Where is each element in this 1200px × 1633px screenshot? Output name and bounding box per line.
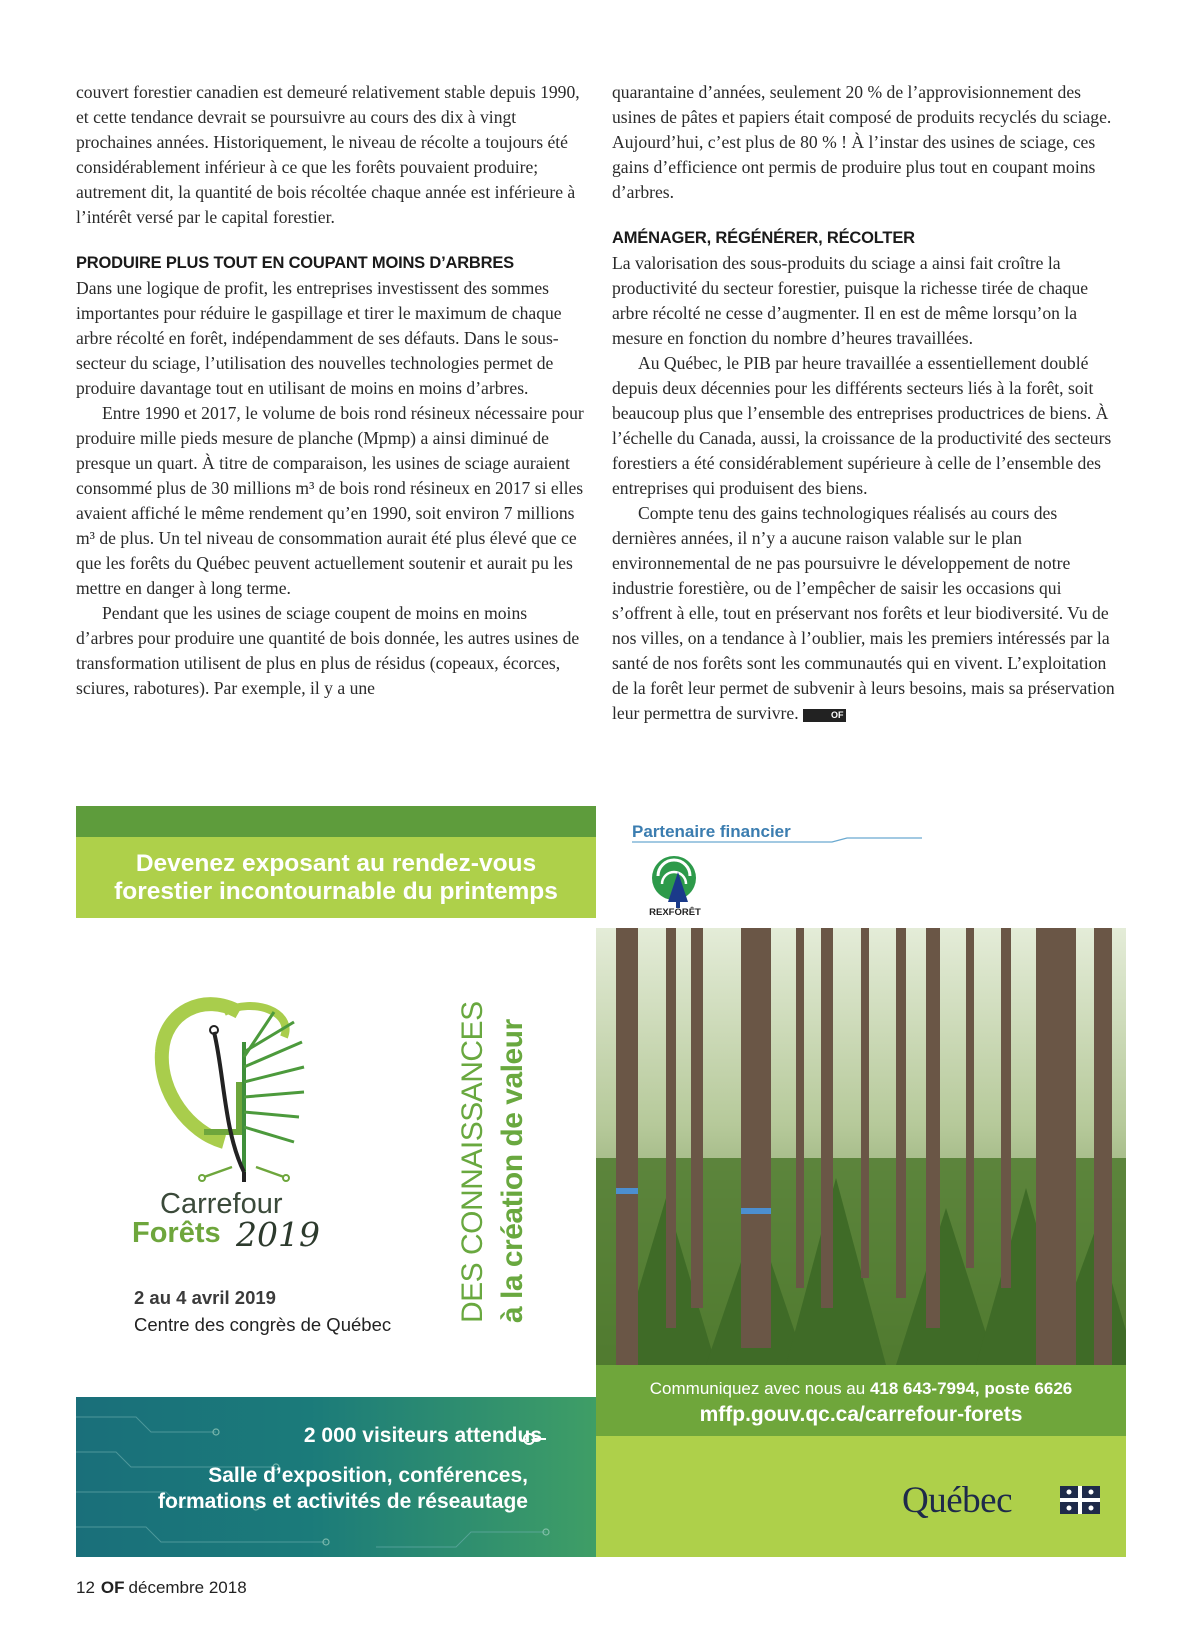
slogan-line: DES CONNAISSANCES xyxy=(456,1001,489,1323)
end-mark-icon: OF xyxy=(803,709,846,722)
ad-top-bar xyxy=(76,806,596,837)
paragraph: La valorisation des sous-produits du sciage a ainsi fait croître la productivité du secteur forestier, puisque la richesse tirée de chaque arbre récolté ne cesse d’augmenter. Il en est de même lorsqu’on la mesure en fonction du nombre d’heures travaillées. xyxy=(612,253,1089,348)
paragraph: quarantaine d’années, seulement 20 % de l’approvisionnement des usines de pâtes et papiers était composé de produits recyclés du sciage. Aujourd’hui, c’est plus de 80 % ! À l’instar des usines de sciage, ces gains d’efficience ont permis de produire plus tout en coupant moins d’arbres. xyxy=(612,82,1112,202)
government-band xyxy=(596,1436,1126,1557)
issue-date: décembre 2018 xyxy=(128,1578,247,1597)
logo-year: 2019 xyxy=(236,1215,320,1254)
activities-line: formations et activités de réseautage xyxy=(158,1490,528,1513)
features-band xyxy=(76,1397,596,1557)
paragraph: Entre 1990 et 2017, le volume de bois rond résineux nécessaire pour produire mille pieds mesure de planche (Mpmp) a ainsi diminué de presque un quart. À titre de comparaison, les usines de sciage auraient consommé plus de 30 millions m³ de bois rond résineux en 2017 si elles avaient affiché le même rendement qu’en 1990, soit environ 7 millions m³ de plus. Un tel niveau de consommation aurait été plus élevé que ce que les forêts du Québec peuvent actuellement soutenir et aurait pu les mettre en danger à long terme. xyxy=(76,403,584,598)
paragraph: Pendant que les usines de sciage coupent de moins en moins d’arbres pour produire une quantité de bois donnée, les autres usines de transformation utilisent de plus en plus de résidus (copeaux, écorces, sciures, rabotures). Par exemple, il y a une xyxy=(76,603,580,698)
contact-url[interactable]: mffp.gouv.qc.ca/carrefour-forets xyxy=(699,1403,1023,1426)
fleur-de-lys-flag-icon xyxy=(1060,1486,1100,1514)
partner-label: Partenaire financier xyxy=(632,822,791,841)
paragraph: Au Québec, le PIB par heure travaillée a essentiellement doublé depuis deux décennies pour les différents secteurs liés à la forêt, soit beaucoup plus que l’ensemble des entreprises productrices de biens. À l’échelle du Canada, aussi, la croissance de la productivité des secteurs forestiers a été considérablement supérieure à celle de l’ensemble des entreprises qui produisent des biens. xyxy=(612,353,1112,498)
paragraph: Dans une logique de profit, les entreprises investissent des sommes importantes pour réduire le gaspillage et tirer le maximum de chaque arbre récolté en forêt, indépendamment de ses défauts. Dans le sous-secteur du sciage, l’utilisation des nouvelles technologies permet de produire davantage tout en utilisant de moins en moins d’arbres. xyxy=(76,278,562,398)
advertisement xyxy=(76,806,1126,1557)
event-venue: Centre des congrès de Québec xyxy=(134,1314,392,1335)
quebec-logo: Québec xyxy=(902,1480,1012,1521)
paragraph: Compte tenu des gains technologiques réalisés au cours des dernières années, il n’y a aucune raison valable sur le plan environnemental de ne pas poursuivre le développement de notre industrie forestière, ou de l’empêcher de saisir les occasions qui s’offrent à elle, tout en préservant nos forêts et leur biodiversité. Vu de nos villes, on a tendance à l’oublier, mais les premiers intéressés par la santé de nos forêts sont les communautés qui en vivent. L’exploitation de la forêt leur permet de subvenir à leurs besoins, mais sa préservation leur permettra de survivre. OF xyxy=(612,503,1115,723)
slogan-line: à la création de valeur xyxy=(496,1019,529,1323)
ad-headline xyxy=(76,837,596,918)
vertical-slogan xyxy=(456,978,546,1323)
section-heading: AMÉNAGER, RÉGÉNÉRER, RÉCOLTER xyxy=(612,229,915,247)
logo-subtitle: Forêts xyxy=(132,1217,221,1249)
partner-underline xyxy=(632,836,922,844)
page-number: 12 xyxy=(76,1578,95,1597)
visitors-count: 2 000 visiteurs attendus xyxy=(303,1424,542,1447)
contact-phone-line: Communiquez avec nous au 418 643-7994, poste 6626 xyxy=(649,1379,1073,1398)
activities-line: Salle d’exposition, conférences, xyxy=(208,1464,528,1487)
page-footer xyxy=(76,1578,247,1598)
forest-photo xyxy=(596,928,1126,1365)
magazine-name: OF xyxy=(100,1578,125,1597)
carrefour-tree-logo-icon xyxy=(144,982,314,1192)
contact-band xyxy=(596,1365,1126,1436)
contact-phone: 418 643-7994, poste 6626 xyxy=(869,1379,1073,1398)
article-column-right xyxy=(612,80,1124,726)
paragraph: couvert forestier canadien est demeuré relativement stable depuis 1990, et cette tendance devrait se poursuivre au cours des dix à vingt prochaines années. Historiquement, le niveau de récolte a toujours été considérablement inférieur à ce que les forêts pouvaient produire; autrement dit, la quantité de bois récoltée chaque année est inférieure à l’intérêt versé par le capital forestier. xyxy=(76,82,580,227)
event-dates: 2 au 4 avril 2019 xyxy=(134,1287,276,1308)
partner-name: REXFORÊT xyxy=(649,907,701,918)
article-column-left xyxy=(76,80,588,701)
section-heading: PRODUIRE PLUS TOUT EN COUPANT MOINS D’ARBRES xyxy=(76,254,514,272)
logo-title: Carrefour xyxy=(160,1188,283,1220)
ad-headline-line: Devenez exposant au rendez-vous xyxy=(135,849,537,877)
ad-headline-line: forestier incontournable du printemps xyxy=(114,877,558,905)
